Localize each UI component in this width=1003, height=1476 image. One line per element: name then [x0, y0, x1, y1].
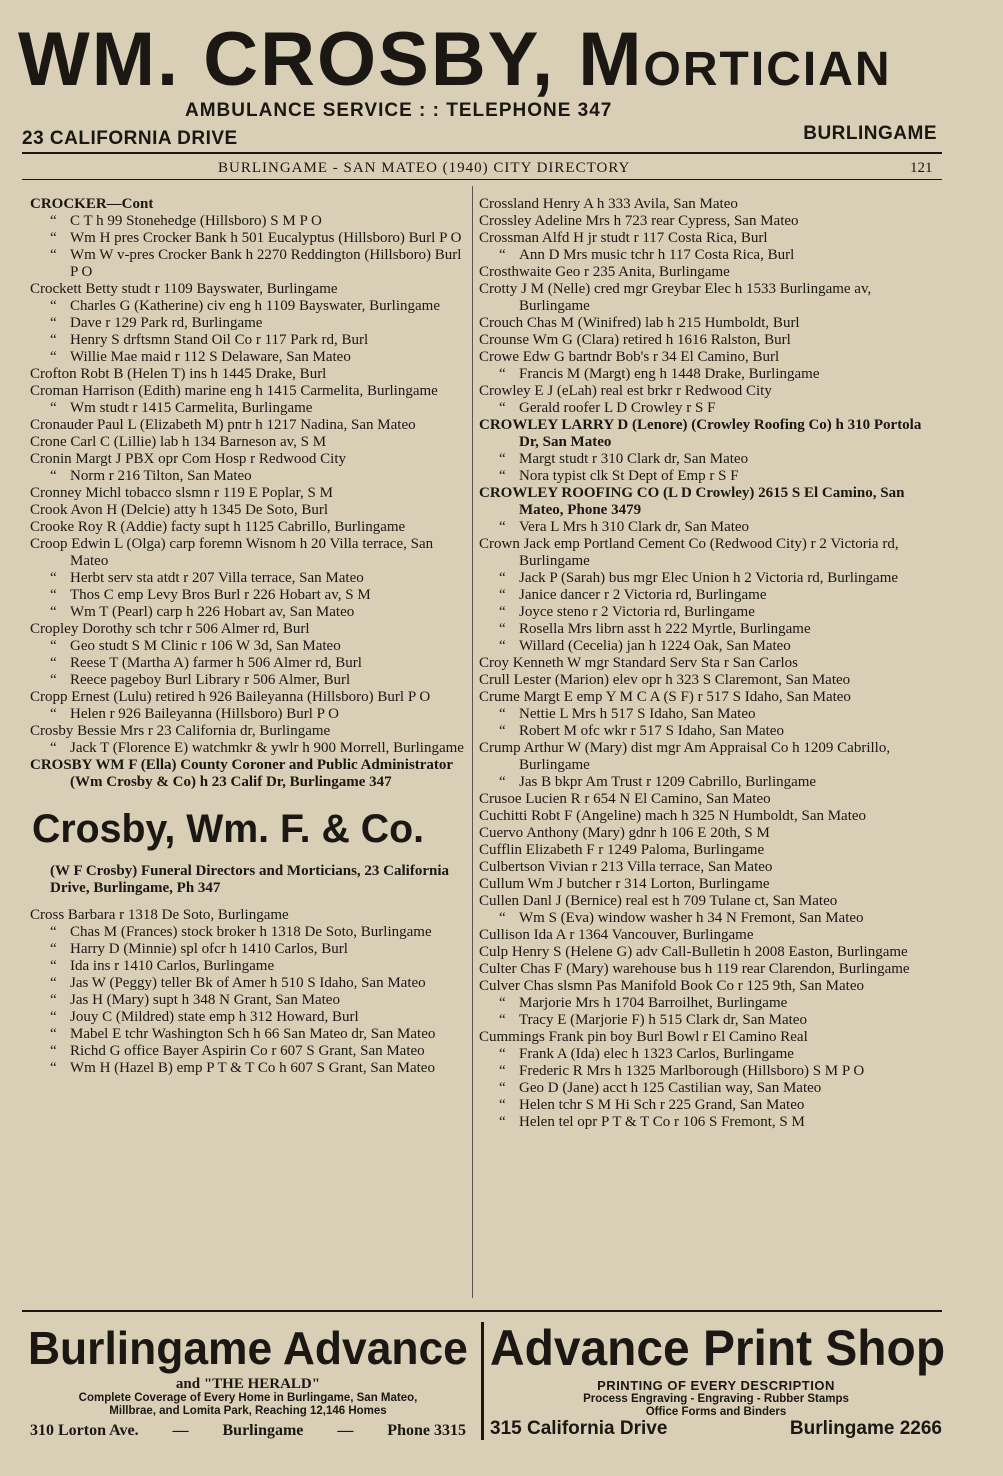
directory-entry: “ Willard (Cecelia) jan h 1224 Oak, San Mateo — [479, 638, 939, 655]
directory-entry: “ Vera L Mrs h 310 Clark dr, San Mateo — [479, 519, 939, 536]
print-shop-phone: Burlingame 2266 — [789, 1418, 942, 1439]
directory-entry: CROWLEY ROOFING CO (L D Crowley) 2615 S El Camino, San Mateo, Phone 3479 — [479, 485, 905, 518]
directory-entry: Cuervo Anthony (Mary) gdnr h 106 E 20th, S M — [479, 825, 770, 841]
print-shop-title: Advance Print Shop — [490, 1320, 946, 1376]
footer-divider — [481, 1322, 484, 1440]
directory-entry: “ C T h 99 Stonehedge (Hillsboro) S M P O — [30, 213, 470, 230]
directory-entry: Croop Edwin L (Olga) carp foremn Wisnom h 20 Villa terrace, San Mateo — [30, 536, 434, 569]
crosby-co-listing-description: (W F Crosby) Funeral Directors and Morticians, 23 California Drive, Burlingame, Ph 347 — [50, 863, 449, 896]
directory-entry: “ Ann D Mrs music tchr h 117 Costa Rica, Burl — [479, 247, 939, 264]
advance-phone: Phone 3315 — [387, 1422, 466, 1439]
directory-entry: Crooke Roy R (Addie) facty supt h 1125 Cabrillo, Burlingame — [30, 519, 406, 535]
directory-entry: “ Francis M (Margt) eng h 1448 Drake, Burlingame — [479, 366, 939, 383]
directory-entry: Crown Jack emp Portland Cement Co (Redwood City) r 2 Victoria rd, Burlingame — [479, 536, 899, 569]
directory-entry: “ Wm H pres Crocker Bank h 501 Eucalyptus (Hillsboro) Burl P O — [30, 230, 470, 247]
directory-entry: “ Margt studt r 310 Clark dr, San Mateo — [479, 451, 939, 468]
directory-entry: “ Helen tchr S M Hi Sch r 225 Grand, San Mateo — [479, 1097, 939, 1114]
directory-entry: Cuchitti Robt F (Angeline) mach h 325 N Humboldt, San Mateo — [479, 808, 867, 824]
footer-rule — [22, 1310, 942, 1312]
directory-entry: Crosthwaite Geo r 235 Anita, Burlingame — [479, 264, 730, 280]
directory-entry: Culbertson Vivian r 213 Villa terrace, San Mateo — [479, 859, 773, 875]
directory-entry: Crume Margt E emp Y M C A (S F) r 517 S Idaho, San Mateo — [479, 689, 851, 705]
coverage-line-2: Millbrae, and Lomita Park, Reaching 12,146 Homes — [109, 1405, 387, 1417]
directory-entry: Crull Lester (Marion) elev opr h 323 S Claremont, San Mateo — [479, 672, 851, 688]
advance-newspaper-subtitle: and "THE HERALD" — [175, 1376, 321, 1392]
directory-entry: “ Dave r 129 Park rd, Burlingame — [30, 315, 470, 332]
directory-entry: “ Frederic R Mrs h 1325 Marlborough (Hillsboro) S M P O — [479, 1063, 939, 1080]
directory-entry: CROCKER—Cont — [30, 196, 154, 212]
directory-entry: “ Charles G (Katherine) civ eng h 1109 Bayswater, Burlingame — [30, 298, 470, 315]
directory-entry: “ Jas B bkpr Am Trust r 1209 Cabrillo, Burlingame — [479, 774, 939, 791]
right-entries-list — [479, 196, 939, 1131]
dash: — — [172, 1422, 189, 1439]
directory-entry: Crowley E J (eLah) real est brkr r Redwood City — [479, 383, 772, 399]
directory-entry: “ Jas W (Peggy) teller Bk of Amer h 510 S Idaho, San Mateo — [30, 975, 470, 992]
directory-entry: “ Mabel E tchr Washington Sch h 66 San Mateo dr, San Mateo — [30, 1026, 470, 1043]
ambulance-service-line: AMBULANCE SERVICE : : TELEPHONE 347 — [185, 100, 613, 121]
left-entries-list-2 — [30, 907, 470, 1077]
directory-entry: Cronney Michl tobacco slsmn r 119 E Poplar, S M — [30, 485, 333, 501]
directory-entry: “ Jas H (Mary) supt h 348 N Grant, San Mateo — [30, 992, 470, 1009]
directory-entry: “ Jack P (Sarah) bus mgr Elec Union h 2 Victoria rd, Burlingame — [479, 570, 939, 587]
directory-entry: “ Geo studt S M Clinic r 106 W 3d, San Mateo — [30, 638, 470, 655]
directory-entry: “ Wm H (Hazel B) emp P T & T Co h 607 S Grant, San Mateo — [30, 1060, 470, 1077]
directory-entry: Crouch Chas M (Winifred) lab h 215 Humboldt, Burl — [479, 315, 800, 331]
directory-entry: Culter Chas F (Mary) warehouse bus h 119 rear Clarendon, Burlingame — [479, 961, 910, 977]
directory-entry: Cronauder Paul L (Elizabeth M) pntr h 1217 Nadina, San Mateo — [30, 417, 416, 433]
mortician-title-small: ORTICIAN — [643, 43, 892, 96]
directory-entry: Culp Henry S (Helene G) adv Call-Bulletin h 2008 Easton, Burlingame — [479, 944, 908, 960]
left-column — [30, 196, 470, 1077]
directory-entry: “ Joyce steno r 2 Victoria rd, Burlingame — [479, 604, 939, 621]
directory-entry: “ Geo D (Jane) acct h 125 Castilian way, San Mateo — [479, 1080, 939, 1097]
header-rule — [22, 152, 942, 154]
directory-entry: Cullison Ida A r 1364 Vancouver, Burlingame — [479, 927, 754, 943]
mortician-banner-title — [18, 17, 943, 102]
directory-entry: “ Helen tel opr P T & T Co r 106 S Fremont, S M — [479, 1114, 939, 1131]
directory-entry: “ Wm W v-pres Crocker Bank h 2270 Reddington (Hillsboro) Burl P O — [30, 247, 470, 281]
directory-entry: Culver Chas slsmn Pas Manifold Book Co r 125 9th, San Mateo — [479, 978, 864, 994]
directory-entry: Cummings Frank pin boy Burl Bowl r El Camino Real — [479, 1029, 808, 1045]
directory-entry: “ Gerald roofer L D Crowley r S F — [479, 400, 939, 417]
directory-entry: Cross Barbara r 1318 De Soto, Burlingame — [30, 907, 289, 923]
coverage-line-1: Complete Coverage of Every Home in Burlingame, San Mateo, — [78, 1392, 418, 1404]
running-head-rule — [22, 179, 942, 180]
directory-entry: Crossley Adeline Mrs h 723 rear Cypress, San Mateo — [479, 213, 799, 229]
directory-entry: “ Chas M (Frances) stock broker h 1318 De Soto, Burlingame — [30, 924, 470, 941]
directory-entry: “ Nora typist clk St Dept of Emp r S F — [479, 468, 939, 485]
directory-entry: “ Thos C emp Levy Bros Burl r 226 Hobart av, S M — [30, 587, 470, 604]
directory-entry: Crook Avon H (Delcie) atty h 1345 De Soto, Burl — [30, 502, 329, 518]
directory-entry: Croy Kenneth W mgr Standard Serv Sta r San Carlos — [479, 655, 798, 671]
column-divider — [472, 186, 473, 1298]
directory-entry: “ Norm r 216 Tilton, San Mateo — [30, 468, 470, 485]
advance-newspaper-title: Burlingame Advance — [28, 1322, 468, 1374]
mortician-city: BURLINGAME — [803, 123, 937, 144]
directory-entry: “ Ida ins r 1410 Carlos, Burlingame — [30, 958, 470, 975]
print-shop-subtitle: PRINTING OF EVERY DESCRIPTION — [597, 1378, 835, 1393]
print-shop-line-2: Office Forms and Binders — [645, 1406, 787, 1418]
right-column — [479, 196, 939, 1131]
print-shop-address: 315 California Drive — [490, 1418, 668, 1439]
directory-entry: Cullum Wm J butcher r 314 Lorton, Burlingame — [479, 876, 770, 892]
directory-entry: “ Richd G office Bayer Aspirin Co r 607 S Grant, San Mateo — [30, 1043, 470, 1060]
directory-entry: Crosby Bessie Mrs r 23 California dr, Burlingame — [30, 723, 331, 739]
directory-entry: “ Helen r 926 Baileyanna (Hillsboro) Burl P O — [30, 706, 470, 723]
directory-entry: Crossland Henry A h 333 Avila, San Mateo — [479, 196, 738, 212]
advance-city: Burlingame — [222, 1422, 304, 1439]
directory-entry: “ Rosella Mrs librn asst h 222 Myrtle, Burlingame — [479, 621, 939, 638]
print-shop-contact — [490, 1418, 942, 1440]
directory-entry: “ Willie Mae maid r 112 S Delaware, San Mateo — [30, 349, 470, 366]
directory-entry: “ Wm T (Pearl) carp h 226 Hobart av, San Mateo — [30, 604, 470, 621]
directory-entry: “ Marjorie Mrs h 1704 Barroilhet, Burlingame — [479, 995, 939, 1012]
directory-entry: Cronin Margt J PBX opr Com Hosp r Redwood City — [30, 451, 346, 467]
print-shop-services — [490, 1393, 942, 1419]
directory-entry: “ Henry S drftsmn Stand Oil Co r 117 Park rd, Burl — [30, 332, 470, 349]
directory-entry: “ Harry D (Minnie) spl ofcr h 1410 Carlos, Burl — [30, 941, 470, 958]
directory-entry: Crusoe Lucien R r 654 N El Camino, San Mateo — [479, 791, 771, 807]
directory-entry: “ Reese T (Martha A) farmer h 506 Almer rd, Burl — [30, 655, 470, 672]
directory-entry: “ Wm studt r 1415 Carmelita, Burlingame — [30, 400, 470, 417]
directory-entry: “ Jack T (Florence E) watchmkr & ywlr h 900 Morrell, Burlingame — [30, 740, 470, 757]
directory-entry: “ Nettie L Mrs h 517 S Idaho, San Mateo — [479, 706, 939, 723]
running-head: BURLINGAME - SAN MATEO (1940) CITY DIRECTORY — [218, 160, 631, 176]
mortician-address: 23 CALIFORNIA DRIVE — [22, 128, 238, 149]
directory-entry: CROSBY WM F (Ella) County Coroner and Public Administrator (Wm Crosby & Co) h 23 Calif Dr, Burlingame 347 — [30, 757, 453, 790]
directory-entry: Crofton Robt B (Helen T) ins h 1445 Drake, Burl — [30, 366, 327, 382]
directory-entry: Crockett Betty studt r 1109 Bayswater, Burlingame — [30, 281, 338, 297]
mortician-title-main: WM. CROSBY, M — [18, 17, 644, 102]
directory-entry: “ Janice dancer r 2 Victoria rd, Burlingame — [479, 587, 939, 604]
directory-entry: Cufflin Elizabeth F r 1249 Paloma, Burlingame — [479, 842, 765, 858]
advance-address: 310 Lorton Ave. — [30, 1422, 139, 1439]
directory-entry: “ Wm S (Eva) window washer h 34 N Fremont, San Mateo — [479, 910, 939, 927]
directory-entry: “ Jouy C (Mildred) state emp h 312 Howard, Burl — [30, 1009, 470, 1026]
page-number: 121 — [910, 160, 933, 176]
directory-entry: “ Reece pageboy Burl Library r 506 Almer, Burl — [30, 672, 470, 689]
advance-newspaper-coverage — [28, 1392, 468, 1418]
directory-entry: Crump Arthur W (Mary) dist mgr Am Appraisal Co h 1209 Cabrillo, Burlingame — [479, 740, 891, 773]
directory-entry: Cropp Ernest (Lulu) retired h 926 Baileyanna (Hillsboro) Burl P O — [30, 689, 431, 705]
directory-entry: Crone Carl C (Lillie) lab h 134 Barneson av, S M — [30, 434, 327, 450]
directory-entry: CROWLEY LARRY D (Lenore) (Crowley Roofing Co) h 310 Portola Dr, San Mateo — [479, 417, 922, 450]
crosby-co-listing-name: Crosby, Wm. F. & Co. — [32, 807, 424, 851]
directory-entry: Croman Harrison (Edith) marine eng h 1415 Carmelita, Burlingame — [30, 383, 438, 399]
directory-entry: Crounse Wm G (Clara) retired h 1616 Ralston, Burl — [479, 332, 791, 348]
directory-entry: Crowe Edw G bartndr Bob's r 34 El Camino, Burl — [479, 349, 780, 365]
directory-entry: Cropley Dorothy sch tchr r 506 Almer rd, Burl — [30, 621, 310, 637]
directory-entry: Crotty J M (Nelle) cred mgr Greybar Elec h 1533 Burlingame av, Burlingame — [479, 281, 872, 314]
directory-entry: Crossman Alfd H jr studt r 117 Costa Rica, Burl — [479, 230, 768, 246]
dash: — — [337, 1422, 354, 1439]
directory-entry: “ Herbt serv sta atdt r 207 Villa terrace, San Mateo — [30, 570, 470, 587]
directory-entry: “ Frank A (Ida) elec h 1323 Carlos, Burlingame — [479, 1046, 939, 1063]
directory-entry: “ Robert M ofc wkr r 517 S Idaho, San Mateo — [479, 723, 939, 740]
left-entries-list — [30, 196, 470, 791]
directory-entry: “ Tracy E (Marjorie F) h 515 Clark dr, San Mateo — [479, 1012, 939, 1029]
directory-entry: Cullen Danl J (Bernice) real est h 709 Tulane ct, San Mateo — [479, 893, 838, 909]
print-shop-line-1: Process Engraving - Engraving - Rubber Stamps — [583, 1393, 849, 1405]
advance-newspaper-contact — [30, 1422, 466, 1440]
